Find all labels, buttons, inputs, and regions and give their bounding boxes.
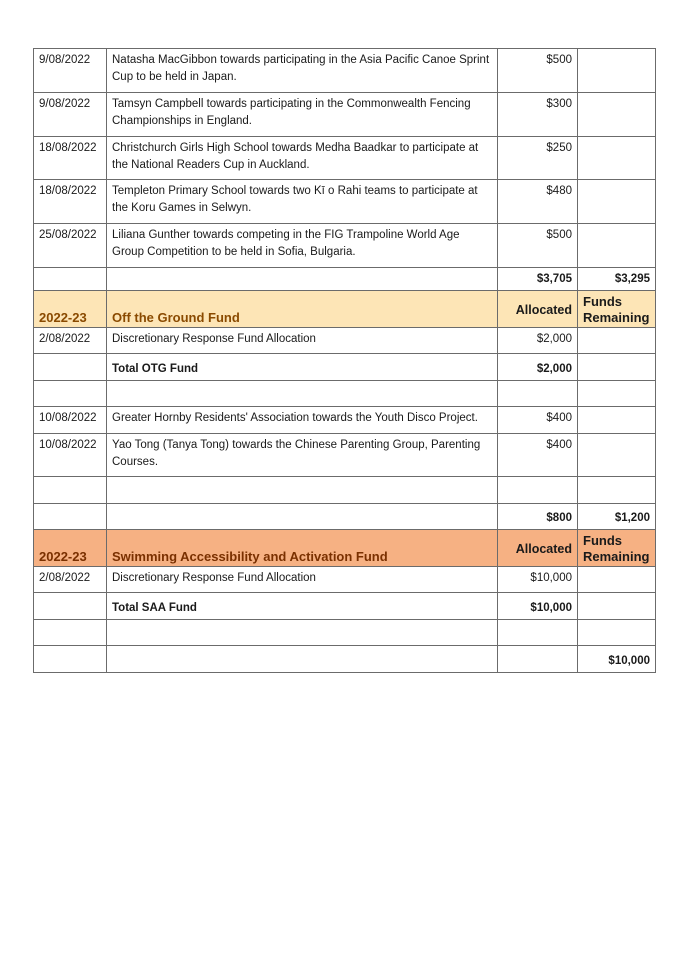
allocated-total: $3,705 <box>498 268 578 291</box>
summary-row <box>34 646 656 673</box>
allocated-total: $800 <box>498 504 578 530</box>
date-cell: 18/08/2022 <box>34 180 107 224</box>
date-cell: 2/08/2022 <box>34 328 107 354</box>
remaining-total: $10,000 <box>578 646 656 673</box>
remaining-cell <box>578 180 656 224</box>
description-cell: Natasha MacGibbon towards participating in the Asia Pacific Canoe Sprint Cup to be held in Japan. <box>107 49 498 93</box>
description-cell: Liliana Gunther towards competing in the FIG Trampoline World Age Group Competition to be held in Sofia, Bulgaria. <box>107 224 498 268</box>
date-cell: 9/08/2022 <box>34 49 107 93</box>
empty-row <box>34 620 656 646</box>
fund-header-saa <box>34 530 656 567</box>
empty-row <box>34 381 656 407</box>
date-cell: 25/08/2022 <box>34 224 107 268</box>
description-cell: Discretionary Response Fund Allocation <box>107 567 498 593</box>
table-row <box>34 224 656 268</box>
summary-row <box>34 268 656 291</box>
date-cell: 10/08/2022 <box>34 407 107 434</box>
date-cell: 2/08/2022 <box>34 567 107 593</box>
table-row <box>34 93 656 137</box>
funds-remaining-heading: Funds Remaining <box>578 530 656 567</box>
description-cell: Templeton Primary School towards two Kī o Rahi teams to participate at the Koru Games in Selwyn. <box>107 180 498 224</box>
fund-total-amount: $2,000 <box>498 354 578 381</box>
table-row <box>34 49 656 93</box>
fund-year: 2022-23 <box>34 530 107 567</box>
date-cell: 18/08/2022 <box>34 137 107 180</box>
fund-year: 2022-23 <box>34 291 107 328</box>
table-row <box>34 137 656 180</box>
funds-remaining-heading: Funds Remaining <box>578 291 656 328</box>
summary-row <box>34 504 656 530</box>
fund-total-label: Total OTG Fund <box>107 354 498 381</box>
table-row <box>34 407 656 434</box>
amount-cell: $500 <box>498 224 578 268</box>
fund-total-amount: $10,000 <box>498 593 578 620</box>
fund-name: Swimming Accessibility and Activation Fund <box>107 530 498 567</box>
amount-cell: $250 <box>498 137 578 180</box>
amount-cell: $500 <box>498 49 578 93</box>
allocated-heading: Allocated <box>498 291 578 328</box>
allocation-row <box>34 567 656 593</box>
fund-total-row <box>34 593 656 620</box>
amount-cell: $400 <box>498 407 578 434</box>
remaining-total: $3,295 <box>578 268 656 291</box>
description-cell: Discretionary Response Fund Allocation <box>107 328 498 354</box>
remaining-cell <box>578 224 656 268</box>
grants-table <box>33 48 656 673</box>
date-cell: 10/08/2022 <box>34 434 107 477</box>
date-cell: 9/08/2022 <box>34 93 107 137</box>
amount-cell: $2,000 <box>498 328 578 354</box>
amount-cell: $400 <box>498 434 578 477</box>
amount-cell: $10,000 <box>498 567 578 593</box>
fund-name: Off the Ground Fund <box>107 291 498 328</box>
table-row <box>34 434 656 477</box>
allocation-row <box>34 328 656 354</box>
description-cell: Christchurch Girls High School towards Medha Baadkar to participate at the National Readers Cup in Auckland. <box>107 137 498 180</box>
remaining-cell <box>578 137 656 180</box>
remaining-cell <box>578 49 656 93</box>
fund-total-row <box>34 354 656 381</box>
remaining-cell <box>578 93 656 137</box>
amount-cell: $300 <box>498 93 578 137</box>
remaining-total: $1,200 <box>578 504 656 530</box>
allocated-heading: Allocated <box>498 530 578 567</box>
amount-cell: $480 <box>498 180 578 224</box>
fund-total-label: Total SAA Fund <box>107 593 498 620</box>
description-cell: Greater Hornby Residents' Association towards the Youth Disco Project. <box>107 407 498 434</box>
description-cell: Yao Tong (Tanya Tong) towards the Chinese Parenting Group, Parenting Courses. <box>107 434 498 477</box>
fund-header-otg <box>34 291 656 328</box>
description-cell: Tamsyn Campbell towards participating in the Commonwealth Fencing Championships in England. <box>107 93 498 137</box>
empty-row <box>34 477 656 504</box>
table-row <box>34 180 656 224</box>
